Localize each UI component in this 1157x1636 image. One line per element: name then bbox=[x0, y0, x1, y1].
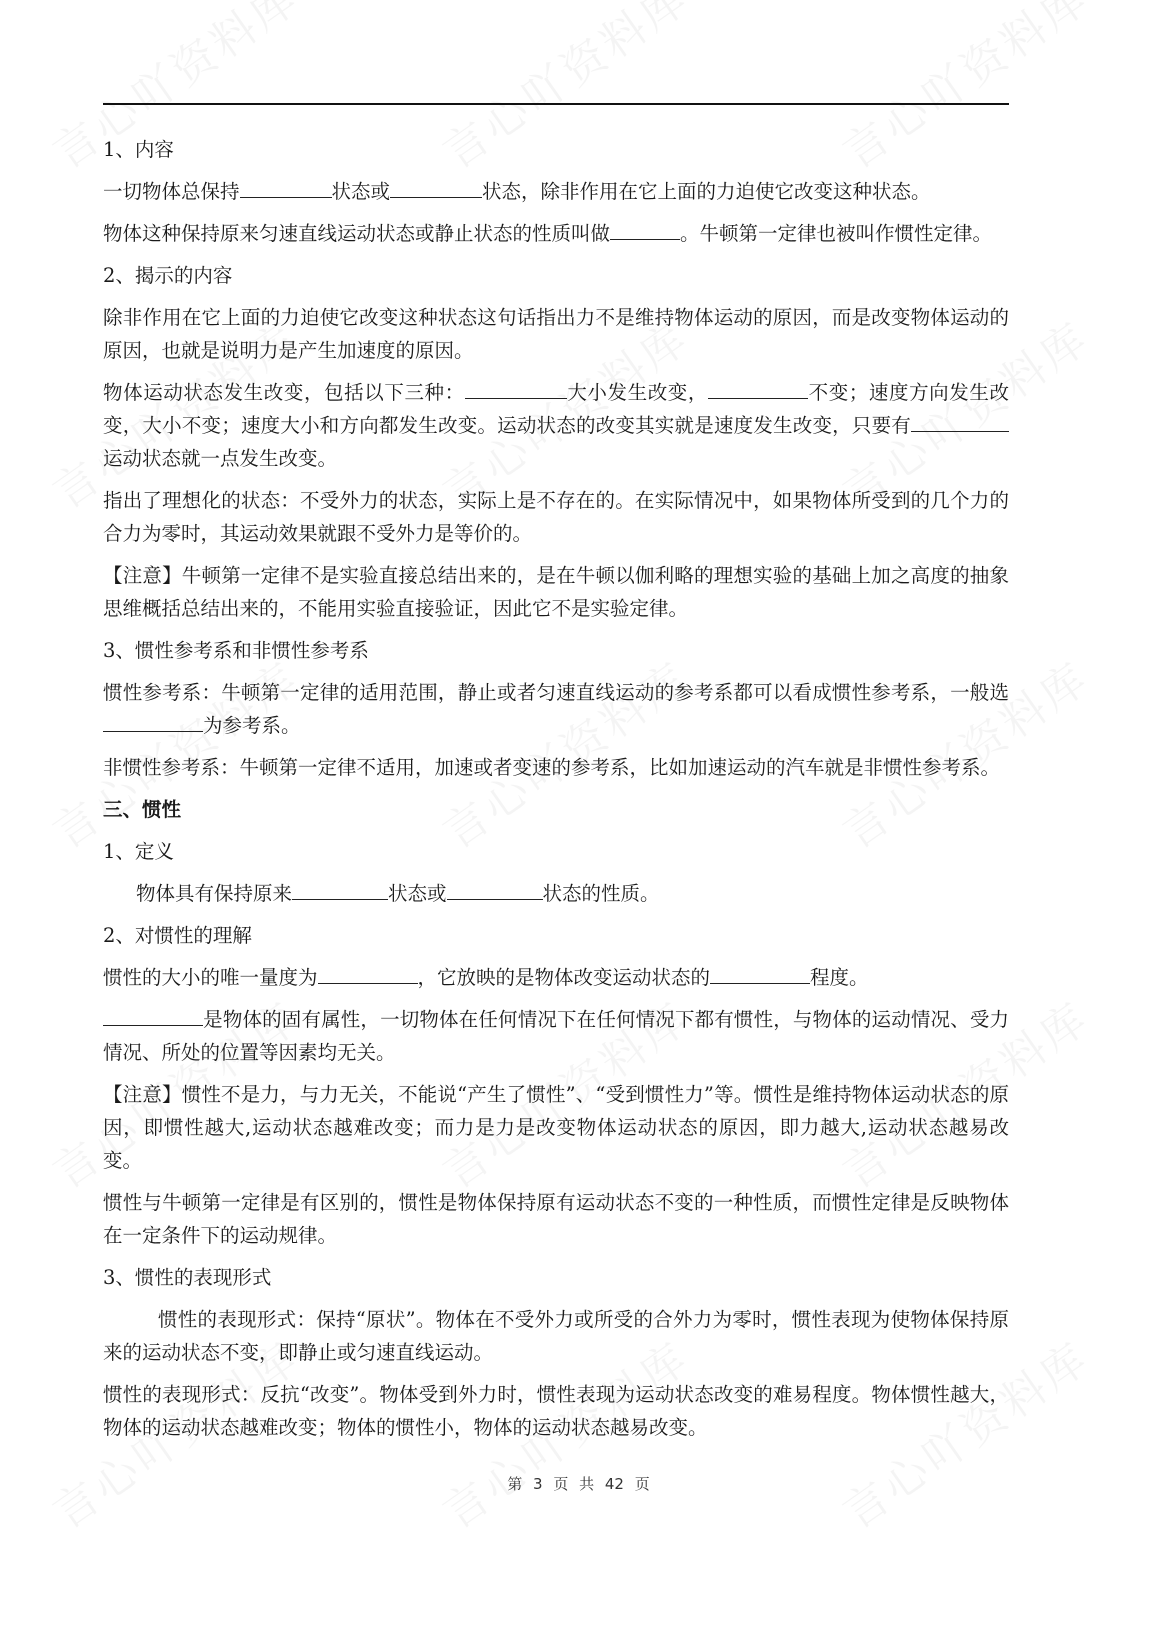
fill-in-blank bbox=[103, 1003, 203, 1026]
text-run: 2、揭示的内容 bbox=[103, 264, 233, 287]
fill-in-blank bbox=[911, 409, 1009, 432]
section-heading bbox=[103, 634, 1009, 667]
text-run: 不变；速度方向发生改变，大小不变；速度大小和方向都发生改变。运动状态的改变其实就是速度发生改变，只要有 bbox=[103, 381, 1009, 437]
paragraph bbox=[103, 175, 1009, 208]
text-run: 状态，除非作用在它上面的力迫使它改变这种状态。 bbox=[482, 180, 931, 203]
paragraph bbox=[103, 751, 1009, 784]
text-run: ，它放映的是物体改变运动状态的 bbox=[417, 966, 711, 989]
page-number-footer: 第 3 页 共 42 页 bbox=[507, 1475, 650, 1493]
text-run: 运动状态就一点发生改变。 bbox=[103, 447, 338, 470]
paragraph bbox=[103, 484, 1009, 550]
text-run: 惯性参考系：牛顿第一定律的适用范围，静止或者匀速直线运动的参考系都可以看成惯性参考系，一般选 bbox=[103, 681, 1009, 704]
fill-in-blank bbox=[318, 961, 418, 984]
text-run: 为参考系。 bbox=[203, 714, 301, 737]
text-run: 状态或 bbox=[331, 180, 391, 203]
fill-in-blank bbox=[708, 376, 808, 399]
section-heading bbox=[103, 919, 1009, 952]
text-run: 物体具有保持原来 bbox=[136, 882, 293, 905]
section-heading bbox=[103, 1261, 1009, 1294]
text-run: 1、内容 bbox=[103, 138, 174, 161]
fill-in-blank bbox=[390, 175, 482, 198]
text-run: 物体运动状态发生改变，包括以下三种： bbox=[103, 381, 465, 404]
text-run: 3、惯性参考系和非惯性参考系 bbox=[103, 639, 369, 662]
fill-in-blank bbox=[610, 217, 680, 240]
header-rule bbox=[103, 103, 1009, 105]
text-run: 【注意】惯性不是力，与力无关，不能说“产生了惯性”、“受到惯性力”等。惯性是维持物体运动状态的原因，即惯性越大,运动状态越难改变；而力是力是改变物体运动状态的原因，即力越大,运动状态越易改变。 bbox=[103, 1083, 1009, 1172]
text-run: 状态或 bbox=[388, 882, 447, 905]
text-run: 3、惯性的表现形式 bbox=[103, 1266, 272, 1289]
fill-in-blank bbox=[103, 709, 203, 732]
paragraph bbox=[103, 1303, 1009, 1369]
text-run: 2、对惯性的理解 bbox=[103, 924, 252, 947]
paragraph bbox=[103, 877, 1009, 910]
section-heading bbox=[103, 835, 1009, 868]
text-run: 是物体的固有属性，一切物体在任何情况下在任何情况下都有惯性，与物体的运动情况、受力情况、所处的位置等因素均无关。 bbox=[103, 1008, 1009, 1064]
text-run: 指出了理想化的状态：不受外力的状态，实际上是不存在的。在实际情况中，如果物体所受到的几个力的合力为零时，其运动效果就跟不受外力是等价的。 bbox=[103, 489, 1009, 545]
fill-in-blank bbox=[447, 877, 543, 900]
text-run: 非惯性参考系：牛顿第一定律不适用，加速或者变速的参考系，比如加速运动的汽车就是非惯性参考系。 bbox=[103, 756, 1001, 779]
section-heading bbox=[103, 793, 1009, 826]
text-run: 除非作用在它上面的力迫使它改变这种状态这句话指出力不是维持物体运动的原因，而是改变物体运动的原因，也就是说明力是产生加速度的原因。 bbox=[103, 306, 1009, 362]
paragraph bbox=[103, 676, 1009, 742]
text-run: 惯性的表现形式：反抗“改变”。物体受到外力时，惯性表现为运动状态改变的难易程度。物体惯性越大，物体的运动状态越难改变；物体的惯性小，物体的运动状态越易改变。 bbox=[103, 1383, 1009, 1439]
text-run: 【注意】牛顿第一定律不是实验直接总结出来的，是在牛顿以伽利略的理想实验的基础上加之高度的抽象思维概括总结出来的，不能用实验直接验证，因此它不是实验定律。 bbox=[103, 564, 1009, 620]
fill-in-blank bbox=[240, 175, 332, 198]
paragraph bbox=[103, 1186, 1009, 1252]
paragraph bbox=[103, 376, 1009, 475]
text-run: 程度。 bbox=[810, 966, 869, 989]
text-run: 惯性与牛顿第一定律是有区别的，惯性是物体保持原有运动状态不变的一种性质，而惯性定律是反映物体在一定条件下的运动规律。 bbox=[103, 1191, 1009, 1247]
paragraph bbox=[103, 301, 1009, 367]
paragraph bbox=[103, 1003, 1009, 1069]
paragraph bbox=[103, 217, 1009, 250]
text-run: 惯性的表现形式：保持“原状”。物体在不受外力或所受的合外力为零时，惯性表现为使物体保持原来的运动状态不变，即静止或匀速直线运动。 bbox=[103, 1308, 1009, 1364]
document-body bbox=[103, 133, 1009, 1453]
text-run: 状态的性质。 bbox=[542, 882, 660, 905]
paragraph bbox=[103, 961, 1009, 994]
section-heading bbox=[103, 259, 1009, 292]
text-run: 惯性的大小的唯一量度为 bbox=[103, 966, 318, 989]
section-heading bbox=[103, 133, 1009, 166]
text-run: 大小发生改变， bbox=[566, 381, 709, 404]
fill-in-blank bbox=[292, 877, 388, 900]
paragraph bbox=[103, 1078, 1009, 1177]
text-run: 。牛顿第一定律也被叫作惯性定律。 bbox=[680, 222, 993, 245]
fill-in-blank bbox=[710, 961, 810, 984]
text-run: 一切物体总保持 bbox=[103, 180, 240, 203]
text-run: 1、定义 bbox=[103, 840, 174, 863]
text-run: 三、惯性 bbox=[103, 798, 182, 821]
paragraph bbox=[103, 1378, 1009, 1444]
paragraph bbox=[103, 559, 1009, 625]
fill-in-blank bbox=[465, 376, 567, 399]
text-run: 物体这种保持原来匀速直线运动状态或静止状态的性质叫做 bbox=[103, 222, 611, 245]
